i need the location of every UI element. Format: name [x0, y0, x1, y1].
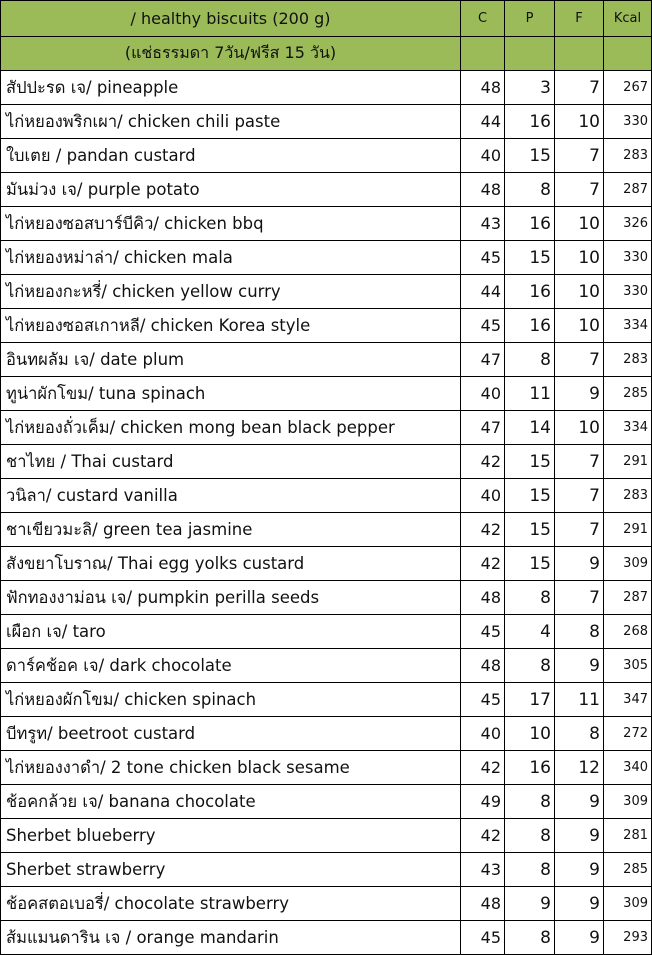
protein-cell: 16 [505, 207, 555, 241]
protein-cell: 15 [505, 241, 555, 275]
flavor-name-cell: เผือก เจ/ taro [1, 615, 461, 649]
fat-cell: 9 [555, 819, 604, 853]
kcal-cell: 287 [604, 581, 652, 615]
table-row [1, 819, 652, 853]
table-row [1, 377, 652, 411]
kcal-cell: 272 [604, 717, 652, 751]
protein-cell: 9 [505, 887, 555, 921]
fat-cell: 10 [555, 241, 604, 275]
table-row [1, 751, 652, 785]
flavor-name-cell: ชาไทย / Thai custard [1, 445, 461, 479]
table-row [1, 139, 652, 173]
carbs-cell: 42 [461, 513, 505, 547]
fat-cell: 7 [555, 513, 604, 547]
carbs-cell: 48 [461, 581, 505, 615]
table-row [1, 921, 652, 955]
flavor-name-cell: Sherbet strawberry [1, 853, 461, 887]
table-row [1, 717, 652, 751]
fat-cell: 7 [555, 343, 604, 377]
flavor-name-cell: ส้มแมนดาริน เจ / orange mandarin [1, 921, 461, 955]
table-row [1, 309, 652, 343]
carbs-cell: 42 [461, 751, 505, 785]
protein-cell: 8 [505, 819, 555, 853]
kcal-cell: 309 [604, 785, 652, 819]
kcal-cell: 340 [604, 751, 652, 785]
kcal-cell: 291 [604, 445, 652, 479]
protein-cell: 8 [505, 921, 555, 955]
flavor-name-cell: ทูน่าผักโขม/ tuna spinach [1, 377, 461, 411]
flavor-name-cell: ช้อคสตอเบอรี่/ chocolate strawberry [1, 887, 461, 921]
protein-cell: 8 [505, 853, 555, 887]
fat-cell: 10 [555, 309, 604, 343]
flavor-name-cell: สัปปะรด เจ/ pineapple [1, 71, 461, 105]
kcal-cell: 291 [604, 513, 652, 547]
kcal-cell: 309 [604, 887, 652, 921]
protein-cell: 15 [505, 479, 555, 513]
fat-cell: 9 [555, 921, 604, 955]
fat-cell: 9 [555, 649, 604, 683]
column-header-protein: P [505, 1, 555, 37]
protein-cell: 15 [505, 547, 555, 581]
fat-cell: 9 [555, 547, 604, 581]
fat-cell: 7 [555, 445, 604, 479]
carbs-cell: 40 [461, 717, 505, 751]
kcal-cell: 287 [604, 173, 652, 207]
fat-cell: 10 [555, 207, 604, 241]
flavor-name-cell: ไก่หยองงาดำ/ 2 tone chicken black sesame [1, 751, 461, 785]
table-row [1, 785, 652, 819]
kcal-cell: 334 [604, 411, 652, 445]
flavor-name-cell: ไก่หยองกะหรี่/ chicken yellow curry [1, 275, 461, 309]
table-row [1, 275, 652, 309]
table-row [1, 241, 652, 275]
protein-cell: 16 [505, 275, 555, 309]
carbs-cell: 40 [461, 479, 505, 513]
fat-cell: 9 [555, 785, 604, 819]
storage-note: (แช่ธรรมดา 7วัน/ฟรีส 15 วัน) [1, 37, 461, 71]
kcal-cell: 285 [604, 377, 652, 411]
fat-cell: 10 [555, 411, 604, 445]
fat-cell: 12 [555, 751, 604, 785]
fat-cell: 11 [555, 683, 604, 717]
kcal-cell: 330 [604, 241, 652, 275]
flavor-name-cell: Sherbet blueberry [1, 819, 461, 853]
table-row [1, 547, 652, 581]
carbs-cell: 45 [461, 241, 505, 275]
fat-cell: 7 [555, 71, 604, 105]
column-header-carbs: C [461, 1, 505, 37]
kcal-cell: 309 [604, 547, 652, 581]
table-row [1, 683, 652, 717]
table-row [1, 581, 652, 615]
carbs-cell: 48 [461, 71, 505, 105]
table-row [1, 887, 652, 921]
fat-cell: 7 [555, 581, 604, 615]
fat-cell: 8 [555, 615, 604, 649]
carbs-cell: 44 [461, 275, 505, 309]
carbs-cell: 45 [461, 615, 505, 649]
table-row [1, 853, 652, 887]
fat-cell: 7 [555, 173, 604, 207]
protein-cell: 3 [505, 71, 555, 105]
table-row [1, 173, 652, 207]
table-title: / healthy biscuits (200 g) [1, 1, 461, 37]
flavor-name-cell: ไก่หยองพริกเผา/ chicken chili paste [1, 105, 461, 139]
table-row [1, 343, 652, 377]
kcal-cell: 347 [604, 683, 652, 717]
carbs-cell: 45 [461, 309, 505, 343]
column-header-fat: F [555, 1, 604, 37]
protein-cell: 8 [505, 649, 555, 683]
carbs-cell: 47 [461, 343, 505, 377]
kcal-cell: 334 [604, 309, 652, 343]
carbs-cell: 43 [461, 853, 505, 887]
subheader-empty-cell [555, 37, 604, 71]
subheader-empty-cell [604, 37, 652, 71]
kcal-cell: 305 [604, 649, 652, 683]
protein-cell: 15 [505, 445, 555, 479]
kcal-cell: 283 [604, 343, 652, 377]
kcal-cell: 283 [604, 479, 652, 513]
flavor-name-cell: อินทผลัม เจ/ date plum [1, 343, 461, 377]
protein-cell: 8 [505, 343, 555, 377]
protein-cell: 8 [505, 173, 555, 207]
kcal-cell: 330 [604, 275, 652, 309]
fat-cell: 7 [555, 479, 604, 513]
table-row [1, 71, 652, 105]
table-row [1, 649, 652, 683]
fat-cell: 8 [555, 717, 604, 751]
table-row [1, 105, 652, 139]
flavor-name-cell: ไก่หยองถั่วเค็ม/ chicken mong bean black pepper [1, 411, 461, 445]
flavor-name-cell: ไก่หยองผักโขม/ chicken spinach [1, 683, 461, 717]
protein-cell: 16 [505, 309, 555, 343]
kcal-cell: 293 [604, 921, 652, 955]
flavor-name-cell: สังขยาโบราณ/ Thai egg yolks custard [1, 547, 461, 581]
table-row [1, 615, 652, 649]
protein-cell: 15 [505, 139, 555, 173]
carbs-cell: 47 [461, 411, 505, 445]
flavor-name-cell: ฟักทองงาม่อน เจ/ pumpkin perilla seeds [1, 581, 461, 615]
subheader-empty-cell [461, 37, 505, 71]
column-header-kcal: Kcal [604, 1, 652, 37]
carbs-cell: 42 [461, 445, 505, 479]
carbs-cell: 42 [461, 547, 505, 581]
kcal-cell: 268 [604, 615, 652, 649]
flavor-name-cell: มันม่วง เจ/ purple potato [1, 173, 461, 207]
flavor-name-cell: ใบเตย / pandan custard [1, 139, 461, 173]
protein-cell: 4 [505, 615, 555, 649]
flavor-name-cell: บีทรูท/ beetroot custard [1, 717, 461, 751]
fat-cell: 10 [555, 105, 604, 139]
kcal-cell: 285 [604, 853, 652, 887]
protein-cell: 15 [505, 513, 555, 547]
carbs-cell: 45 [461, 921, 505, 955]
carbs-cell: 40 [461, 139, 505, 173]
protein-cell: 16 [505, 751, 555, 785]
header-row [1, 1, 652, 37]
carbs-cell: 45 [461, 683, 505, 717]
flavor-name-cell: ช้อคกล้วย เจ/ banana chocolate [1, 785, 461, 819]
protein-cell: 16 [505, 105, 555, 139]
kcal-cell: 267 [604, 71, 652, 105]
carbs-cell: 42 [461, 819, 505, 853]
flavor-name-cell: ชาเขียวมะลิ/ green tea jasmine [1, 513, 461, 547]
flavor-name-cell: วนิลา/ custard vanilla [1, 479, 461, 513]
flavor-name-cell: ไก่หยองหม่าล่า/ chicken mala [1, 241, 461, 275]
carbs-cell: 40 [461, 377, 505, 411]
carbs-cell: 43 [461, 207, 505, 241]
protein-cell: 17 [505, 683, 555, 717]
fat-cell: 9 [555, 853, 604, 887]
carbs-cell: 48 [461, 649, 505, 683]
flavor-name-cell: ไก่หยองซอสบาร์บีคิว/ chicken bbq [1, 207, 461, 241]
fat-cell: 7 [555, 139, 604, 173]
fat-cell: 9 [555, 887, 604, 921]
fat-cell: 9 [555, 377, 604, 411]
table-row [1, 445, 652, 479]
table-row [1, 411, 652, 445]
table-row [1, 479, 652, 513]
flavor-name-cell: ไก่หยองซอสเกาหลี/ chicken Korea style [1, 309, 461, 343]
kcal-cell: 283 [604, 139, 652, 173]
protein-cell: 10 [505, 717, 555, 751]
subheader-row [1, 37, 652, 71]
protein-cell: 14 [505, 411, 555, 445]
kcal-cell: 326 [604, 207, 652, 241]
protein-cell: 11 [505, 377, 555, 411]
carbs-cell: 44 [461, 105, 505, 139]
protein-cell: 8 [505, 581, 555, 615]
carbs-cell: 48 [461, 173, 505, 207]
fat-cell: 10 [555, 275, 604, 309]
carbs-cell: 49 [461, 785, 505, 819]
table-row [1, 207, 652, 241]
table-row [1, 513, 652, 547]
kcal-cell: 330 [604, 105, 652, 139]
protein-cell: 8 [505, 785, 555, 819]
carbs-cell: 48 [461, 887, 505, 921]
subheader-empty-cell [505, 37, 555, 71]
flavor-name-cell: ดาร์คช้อค เจ/ dark chocolate [1, 649, 461, 683]
kcal-cell: 281 [604, 819, 652, 853]
